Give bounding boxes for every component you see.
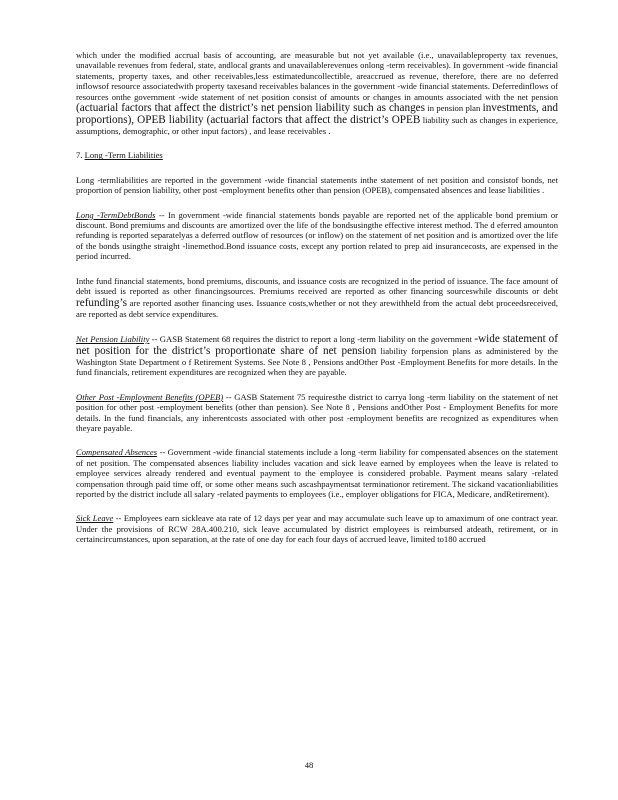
paragraph-lead: Net Pension Liability <box>76 333 150 344</box>
section-title: Long -Term Liabilities <box>84 150 163 161</box>
paragraph-lead: Compensated Absences <box>76 447 158 458</box>
text-run-large: investments, and proportions), OPEB liability (actuarial factors that affect the district’s OPEB <box>76 102 559 127</box>
section-number: 7. <box>76 150 83 161</box>
text-run: -- Government -wide financial statements include a long -term liability for compensated absences on the statement of net position. The compensated absences liability includes vacation and sick leave earned by employees when the leave is related to employee services already rendered and eventual payment to the employee is considered probable. Payment means salary -related compensation through paid time off, or some other means such ascashpaymentsat terminationor retirement. The sickand vacationliabilities reported by the district include all salary -related payments to employees (i.e., employer obligations for FICA, Medicare, andRetirement). <box>76 447 558 499</box>
paragraph-sick-leave <box>76 513 558 544</box>
spacer <box>76 433 558 447</box>
text-run: -- In government -wide financial statements bonds payable are reported net of the applicable bond premium or discount. Bond premiums and discounts are amortized over the life of the bondsusingthe effective interest method. The d eferred amounton refunding is reported separatelyas a deferred outflow of resources (or inflow) on the statement of net position and is amortized over the life of the bonds usingthe straight -linemethod.Bond issuance costs, except any portion related to prep aid insurancecosts, are expensed in the period incurred. <box>76 209 558 262</box>
page-number: 48 <box>304 760 314 770</box>
spacer <box>76 136 558 150</box>
text-run: liability such as changes in experience, assumptions, demographic, or other input factors) , and lease receivables . <box>76 115 558 137</box>
text-run: are reported asother financing uses. Issuance costs,whether or not they arewithheld from the actual debt proceedsreceived, are reported as debt service expenditures. <box>76 297 558 319</box>
paragraph-long-term-liabilities: Long -termliabilities are reported in the government -wide financial statements inthe statement of net position and consistof bonds, net proportion of pension liability, other post -employment benefits other than pension (OPEB), compensated absences and lease liabilities . <box>76 174 558 196</box>
text-run: in pension plan <box>425 103 483 114</box>
spacer <box>76 499 558 513</box>
paragraph-deferred-inflows <box>76 50 558 136</box>
paragraph-lead: Other Post -Employment Benefits (OPEB) <box>76 391 224 402</box>
text-run: -- GASB Statement 75 requiresthe district to carrya long -term liability on the statement of net position for other post -employment benefits (other than pension). See Note 8 , Pensions andOther Post - Employment Benefits for more details. In the fund financials, any inherentcosts associated with other post -employment benefits are recognized as expenditures when theyare payable. <box>76 391 558 433</box>
text-run-large: -wide statement of net position for the district’s proportionate share of net pension <box>76 332 558 357</box>
text-run: -- GASB Statement 68 requires the district to report a long -term liability on the government <box>149 333 475 344</box>
spacer <box>76 378 558 392</box>
section-heading <box>76 150 558 160</box>
paragraph-opeb <box>76 392 558 434</box>
document-page <box>76 50 558 545</box>
text-run: -- Employees earn sickleave ata rate of 12 days per year and may accumulate such leave up to amaximum of one contract year. Under the provisions of RCW 28A.400.210, sick leave accumulated by district employees is reimbursed atdeath, retirement, or in certaincircumstances, upon separation, at the rate of one day for each four days of accrued leave, limited to180 accrued <box>76 513 559 545</box>
text-run-large: refunding’s <box>76 296 127 309</box>
paragraph-compensated-absences <box>76 447 558 499</box>
spacer <box>76 319 558 333</box>
paragraph-bonds <box>76 210 558 262</box>
paragraph-lead: Sick Leave <box>76 513 114 524</box>
paragraph-lead: Long -TermDebtBonds <box>76 209 156 220</box>
text-run-large: (actuarial factors that affect the district’s net pension liability such as changes <box>76 102 425 115</box>
spacer <box>76 262 558 276</box>
text-run: Inthe fund financial statements, bond premiums, discounts, and issuance costs are recognized in the period of issuance. The face amount of debt issued is reported as other financingsources. Premiums received are reported as other financing sourceswhile discounts or debt <box>76 275 558 297</box>
paragraph-fund-statements <box>76 276 558 319</box>
spacer <box>76 196 558 210</box>
spacer <box>76 161 558 175</box>
paragraph-net-pension <box>76 333 558 378</box>
text-run: which under the modified accrual basis of accounting, are measurable but not yet available (i.e., unavailableproperty tax revenues, unavailable revenues from federal, state, andlocal grants and unavailablerevenues onlong -term receivables). In government -wide financial statements, property taxes, and other receivables,less estimateduncollectible, areaccrued as revenue, therefore, there are no deferred inflowsof resource associatedwith property taxesand receivables balances in the government -wide financial statements. Deferredinflows of resources onthe government -wide statement of net position consist of amounts or changes in amounts associated with the net pension <box>76 50 558 102</box>
text-run: liability forpension plans as administered by the Washington State Department o f Retirement Systems. See Note 8 , Pensions andOther Post -Employment Benefits for more details. In the fund financials, retirement expenditures are recognized when they are payable. <box>76 345 558 378</box>
